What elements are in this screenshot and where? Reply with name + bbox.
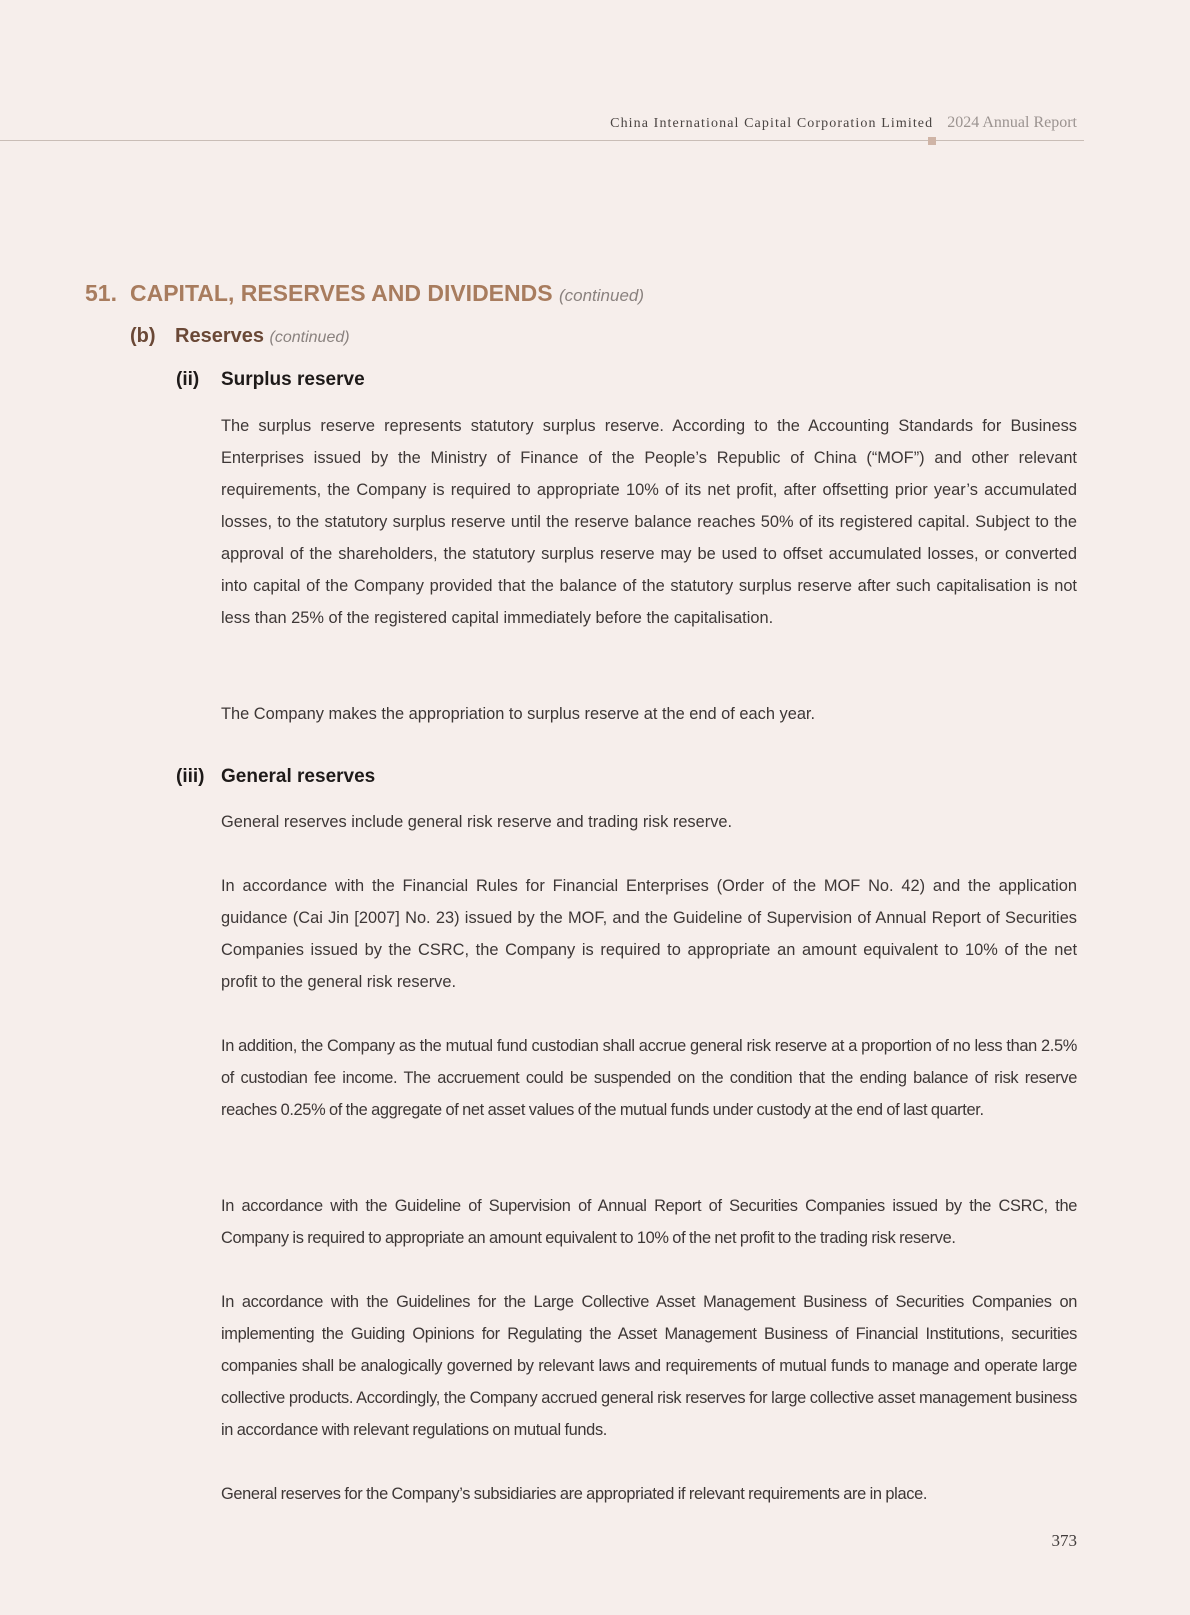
header-divider <box>0 140 1084 141</box>
surplus-reserve-heading <box>176 369 365 391</box>
running-header <box>610 114 1077 132</box>
surplus-reserve-title: Surplus reserve <box>221 369 365 390</box>
surplus-reserve-appropriation-paragraph: The Company makes the appropriation to surplus reserve at the end of each year. <box>221 705 816 723</box>
general-reserves-title: General reserves <box>221 766 376 787</box>
header-report-title: 2024 Annual Report <box>947 114 1077 131</box>
general-reserves-intro-paragraph: General reserves include general risk reserve and trading risk reserve. <box>221 813 733 831</box>
general-risk-reserve-paragraph: In accordance with the Financial Rules for Financial Enterprises (Order of the MOF No. 42) and the application guidance (Cai Jin [2007] No. 23) issued by the MOF, and the Guideline of Supervision of Annual Report of Securities Companies issued by the CSRC, the Company is required to appropriate an amount equivalent to 10% of the net profit to the general risk reserve. <box>221 877 1077 991</box>
large-collective-asset-paragraph: In accordance with the Guidelines for the Large Collective Asset Management Business of Securities Companies on implementing the Guiding Opinions for Regulating the Asset Management Business of Financial Institutions, securities companies shall be analogically governed by relevant laws and requirements of mutual funds to manage and operate large collective products. Accordingly, the Company accrued general risk reserves for large collective asset management business in accordance with relevant regulations on mutual funds. <box>221 1293 1077 1439</box>
subsection-heading <box>130 325 350 348</box>
section-number: 51. <box>85 280 117 306</box>
general-reserves-heading <box>176 766 375 788</box>
section-heading <box>85 280 644 307</box>
subsection-title: Reserves <box>175 325 264 347</box>
page-number: 373 <box>1051 1531 1077 1550</box>
subsection-number: (b) <box>130 325 156 347</box>
header-company-name: China International Capital Corporation Limited <box>610 116 934 131</box>
header-marker-square <box>928 137 936 145</box>
subsection-continued-label: (continued) <box>269 329 350 346</box>
general-reserves-number: (iii) <box>176 766 205 787</box>
trading-risk-reserve-paragraph: In accordance with the Guideline of Supervision of Annual Report of Securities Companies issued by the CSRC, the Company is required to appropriate an amount equivalent to 10% of the net profit to the trading risk reserve. <box>221 1197 1077 1247</box>
section-title: CAPITAL, RESERVES AND DIVIDENDS <box>130 280 553 306</box>
surplus-reserve-paragraph: The surplus reserve represents statutory surplus reserve. According to the Accounting Standards for Business Enterprises issued by the Ministry of Finance of the People’s Republic of China (“MOF”) and other relevant requirements, the Company is required to appropriate 10% of its net profit, after offsetting prior year’s accumulated losses, to the statutory surplus reserve until the reserve balance reaches 50% of its registered capital. Subject to the approval of the shareholders, the statutory surplus reserve may be used to offset accumulated losses, or converted into capital of the Company provided that the balance of the statutory surplus reserve after such capitalisation is not less than 25% of the registered capital immediately before the capitalisation. <box>221 417 1077 627</box>
subsidiaries-reserve-paragraph: General reserves for the Company’s subsidiaries are appropriated if relevant requirements are in place. <box>221 1485 928 1503</box>
section-continued-label: (continued) <box>558 286 645 305</box>
surplus-reserve-number: (ii) <box>176 369 200 390</box>
custodian-reserve-paragraph: In addition, the Company as the mutual fund custodian shall accrue general risk reserve at a proportion of no less than 2.5% of custodian fee income. The accruement could be suspended on the condition that the ending balance of risk reserve reaches 0.25% of the aggregate of net asset values of the mutual funds under custody at the end of last quarter. <box>221 1037 1077 1119</box>
